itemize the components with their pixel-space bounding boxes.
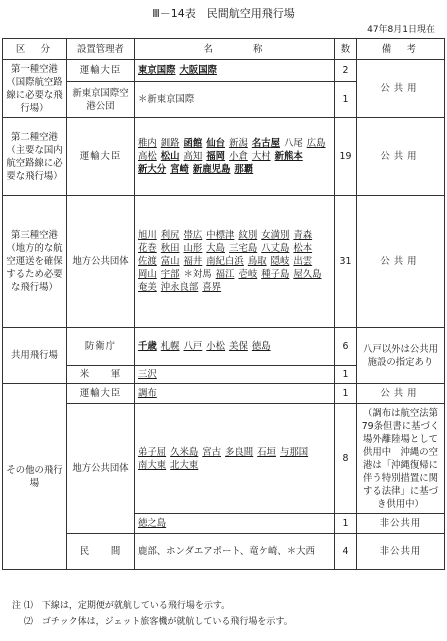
airfield-name: 稚内 (138, 138, 157, 149)
remarks-cell: 公共用 (357, 384, 445, 404)
airfield-name: 広島 (306, 138, 326, 149)
airfield-name: 松本 (293, 243, 313, 254)
category-cell: 共用飛行場 (3, 328, 67, 384)
remarks-cell: 八戸以外は公共用施設の指定あり (357, 328, 445, 384)
category-cell: 第三種空港 （地方的な航空運送を確保するため必要な飛行場） (3, 196, 67, 328)
airfield-name: 松山 (160, 151, 180, 162)
airfield-name: 那覇 (234, 164, 254, 175)
names-cell (135, 82, 335, 118)
names-cell (135, 404, 335, 514)
airfield-name: 鳥取 (247, 256, 267, 267)
airfield-name: 三沢 (138, 369, 157, 380)
airfield-name: 調布 (138, 388, 157, 399)
airfield-name: 八戸 (183, 341, 203, 352)
as-of-date: 47年8月1日現在 (367, 25, 435, 35)
airfield-name: 花巻 (138, 243, 157, 254)
count-cell: 2 (335, 60, 357, 82)
count-cell: 1 (335, 384, 357, 404)
count-cell: 6 (335, 328, 357, 366)
manager-cell: 運輸大臣 (67, 118, 135, 196)
airfield-name: 三宅島 (229, 243, 258, 254)
table-row (3, 404, 445, 514)
airfield-name: 新大分 (138, 164, 167, 175)
airfield-name: 高松 (138, 151, 157, 162)
count-cell: 31 (335, 196, 357, 328)
names-cell (135, 384, 335, 404)
remarks-cell: 公共用 (357, 118, 445, 196)
category-cell: 第一種空港 （国際航空路線に必要な飛行場） (3, 60, 67, 118)
airfield-name: 宇部 (160, 269, 180, 280)
airfield-name: 出雲 (293, 256, 313, 267)
airfield-name: 徳島 (251, 341, 271, 352)
airfield-name: 久米島 (170, 446, 199, 458)
airfield-name: 与那国 (279, 446, 309, 458)
names-cell (135, 196, 335, 328)
names-cell (135, 60, 335, 82)
header-manager: 設置管理者 (67, 39, 135, 60)
header-remarks: 備 考 (357, 39, 445, 60)
airfield-name: 屋久島 (293, 269, 322, 280)
manager-cell: 運輸大臣 (67, 384, 135, 404)
names-cell (135, 118, 335, 196)
manager-cell: 新東京国際空港公団 (67, 82, 135, 118)
footnote-1: 注 ⑴ 下線は，定期便が就航している飛行場を示す。 (12, 601, 231, 611)
manager-cell: 地方公共団体 (67, 196, 135, 328)
count-cell: 1 (335, 514, 357, 534)
airfield-name: 大村 (251, 151, 271, 162)
airfield-name: 東京国際 (138, 65, 176, 76)
airfield-name: 宮崎 (170, 164, 189, 175)
count-cell: 1 (335, 366, 357, 384)
airfield-name: 仙台 (206, 138, 226, 149)
airfield-name: 隠岐 (270, 256, 290, 267)
airfield-name: 利尻 (160, 230, 180, 241)
airfield-name: 福江 (215, 269, 235, 280)
airfield-name: 種子島 (261, 269, 290, 280)
airfield-name: 福井 (183, 256, 203, 267)
airfield-name: 新熊本 (274, 151, 303, 162)
airfield-name: ＊新東京国際 (138, 94, 195, 105)
count-cell: 19 (335, 118, 357, 196)
names-cell (135, 534, 335, 570)
remarks-cell: 公共用 (357, 60, 445, 118)
airfield-name: 多良間 (225, 446, 254, 458)
names-cell (135, 366, 335, 384)
category-cell: 第二種空港 （主要な国内航空路線に必要な飛行場） (3, 118, 67, 196)
airfield-name: 岡山 (138, 269, 157, 280)
airfield-name: 大島 (206, 243, 226, 254)
table-row (3, 534, 445, 570)
airfield-name: 南大東 (138, 459, 167, 471)
table-row (3, 384, 445, 404)
airfield-name: 北大東 (170, 459, 199, 471)
manager-cell: 運輸大臣 (67, 60, 135, 82)
airfield-name: 宮古 (202, 446, 222, 458)
header-category: 区 分 (3, 39, 67, 60)
header-name: 名 称 (135, 39, 335, 60)
table-row (3, 196, 445, 328)
airfield-name: 秋田 (160, 243, 180, 254)
airfield-name: 帯広 (183, 230, 203, 241)
count-cell: 4 (335, 534, 357, 570)
airfield-name: 青森 (293, 230, 313, 241)
airfield-name: 佐渡 (138, 256, 157, 267)
table-row (3, 328, 445, 366)
footnote-2: ⑵ ゴチック体は，ジェット旅客機が就航している飛行場を示す。 (12, 617, 293, 627)
count-cell: 1 (335, 82, 357, 118)
names-cell (135, 328, 335, 366)
airfield-name: 旭川 (138, 230, 157, 241)
manager-cell: 地方公共団体 (67, 404, 135, 534)
airfield-name: 紋別 (238, 230, 258, 241)
airfield-name: 八丈島 (261, 243, 290, 254)
header-row (3, 39, 445, 60)
remarks-cell: 非公共用 (357, 514, 445, 534)
airfield-name: 中標津 (206, 230, 235, 241)
airfield-name: 小倉 (229, 151, 248, 162)
airfield-name: 釧路 (160, 138, 180, 149)
airfield-name: 大阪国際 (179, 65, 218, 76)
airfield-name: 奄美 (138, 282, 157, 293)
page-title: Ⅲ－14表 民間航空用飛行場 (152, 7, 295, 20)
header-count: 数 (335, 39, 357, 60)
airfield-name: ＊対馬 (183, 269, 212, 280)
airfield-name: 南紀白浜 (206, 256, 244, 267)
category-cell: その他の飛行場 (3, 384, 67, 570)
manager-cell: 米 軍 (67, 366, 135, 384)
airfield-name: 福岡 (206, 151, 226, 162)
airfield-name: 富山 (160, 256, 180, 267)
airfield-name: 女満別 (261, 230, 290, 241)
airfield-name: 壱岐 (238, 269, 258, 280)
airfield-name: 徳之島 (138, 518, 167, 529)
airfield-name: 高知 (183, 151, 203, 162)
remarks-cell: 非公共用 (357, 534, 445, 570)
airfield-name: 山形 (183, 243, 203, 254)
table-row (3, 118, 445, 196)
airfield-name: 新潟 (229, 138, 248, 149)
remarks-cell: （調布は航空法第79条但書に基づく場外離陸場として供用中 沖縄の空港は「沖縄復帰に伴う特別措置に関する法律」に基づき供用中） (357, 404, 445, 514)
airfield-name: 札幌 (160, 341, 180, 352)
remarks-cell: 公共用 (357, 196, 445, 328)
airfield-name: 名古屋 (251, 138, 280, 149)
airfield-name: 八尾 (283, 138, 303, 149)
airfield-name: 函館 (183, 138, 203, 149)
airfield-name: 小松 (206, 341, 226, 352)
airfield-name: 弟子屈 (138, 446, 167, 458)
names-cell (135, 514, 335, 534)
airfield-name: 新鹿児島 (192, 164, 231, 175)
manager-cell: 民 間 (67, 534, 135, 570)
airfield-name: 石垣 (257, 446, 276, 458)
airfield-name: 鹿部、ホンダエアポート、竜ケ崎、＊大西 (138, 546, 315, 557)
footnotes (12, 598, 293, 630)
manager-cell: 防衛庁 (67, 328, 135, 366)
count-cell: 8 (335, 404, 357, 514)
airfield-name: 沖永良部 (160, 282, 199, 293)
table-row (3, 60, 445, 82)
airfield-name: 美保 (229, 341, 248, 352)
airfield-name: 喜界 (202, 282, 222, 293)
airfield-name: 千歳 (138, 341, 157, 352)
airfield-table (2, 38, 445, 570)
